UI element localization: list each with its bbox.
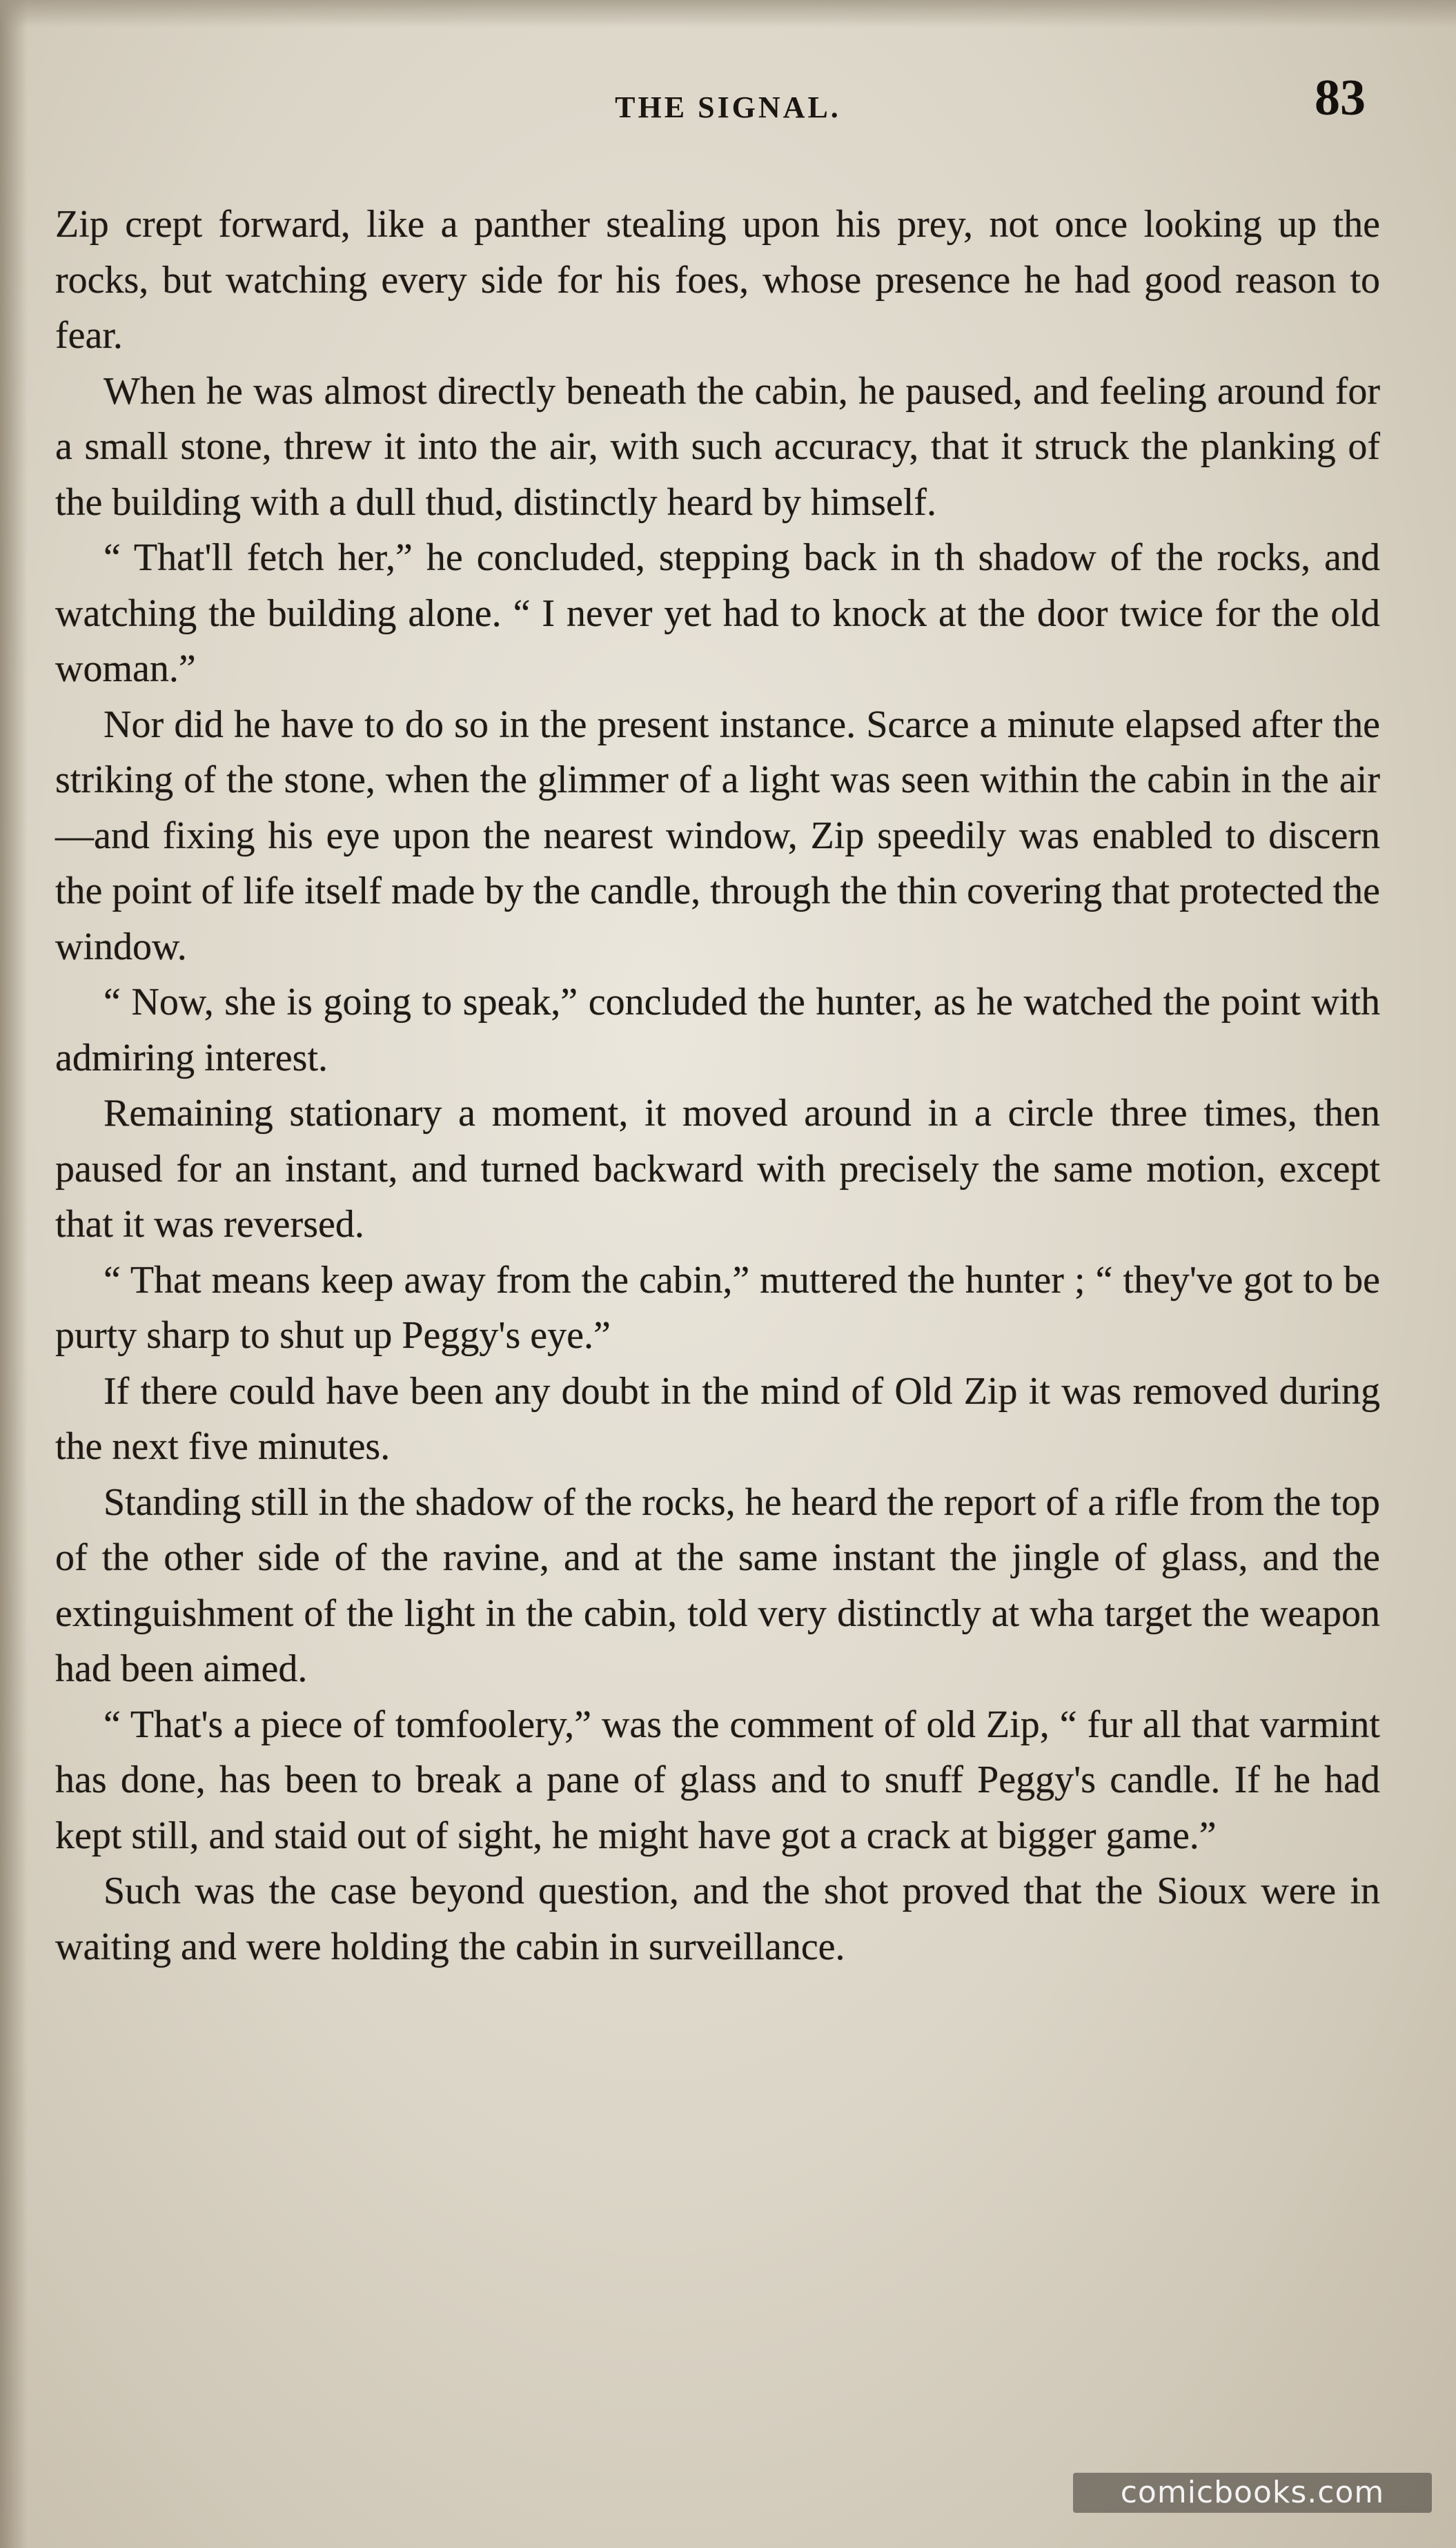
body-text — [55, 197, 1380, 1974]
paragraph: Such was the case beyond question, and the shot proved that the Sioux were in waiting and were holding the cabin in surveillance. — [55, 1870, 1380, 1968]
page-edge-shadow — [0, 0, 28, 2548]
paragraph: “ That'll fetch her,” he concluded, stepping back in th shadow of the rocks, and watching the building alone. “ I never yet had to knock at the door twice for the old woman.” — [55, 536, 1380, 690]
paragraph: Zip crept forward, like a panther stealing upon his prey, not once looking up the rocks, but watching every side for his foes, whose presence he had good reason to fear. — [55, 203, 1380, 357]
paragraph: Standing still in the shadow of the rocks, he heard the report of a rifle from the top of the other side of the ravine, and at the same instant the jingle of glass, and the extinguishment of the light in the cabin, told very distinctly at wha target the weapon had been aimed. — [55, 1480, 1380, 1690]
watermark: comicbooks.com — [1073, 2473, 1432, 2513]
paragraph: Nor did he have to do so in the present instance. Scarce a minute elapsed after the striking of the stone, when the glimmer of a light was seen within the cabin in the air—and fixing his eye upon the nearest window, Zip speedily was enabled to discern the point of life itself made by the candle, through the thin covering that protected the window. — [55, 703, 1380, 968]
paragraph: When he was almost directly beneath the cabin, he paused, and feeling around for a small stone, threw it into the air, with such accuracy, that it struck the planking of the building with a dull thud, distinctly heard by himself. — [55, 369, 1380, 524]
running-head: THE SIGNAL. — [615, 90, 841, 124]
page-number: 83 — [1315, 70, 1366, 126]
paragraph: “ Now, she is going to speak,” concluded the hunter, as he watched the point with admiring interest. — [55, 981, 1380, 1079]
paragraph: Remaining stationary a moment, it moved around in a circle three times, then paused for an instant, and turned backward with precisely the same motion, except that it was reversed. — [55, 1092, 1380, 1246]
paragraph: “ That's a piece of tomfoolery,” was the comment of old Zip, “ fur all that varmint has done, has been to break a pane of glass and to snuff Peggy's candle. If he had kept still, and staid out of sight, he might have got a crack at bigger game.” — [55, 1703, 1380, 1857]
page-top-shadow — [0, 0, 1456, 28]
paragraph: If there could have been any doubt in the mind of Old Zip it was removed during the next five minutes. — [55, 1369, 1380, 1468]
paragraph: “ That means keep away from the cabin,” muttered the hunter ; “ they've got to be purty sharp to shut up Peggy's eye.” — [55, 1258, 1380, 1357]
